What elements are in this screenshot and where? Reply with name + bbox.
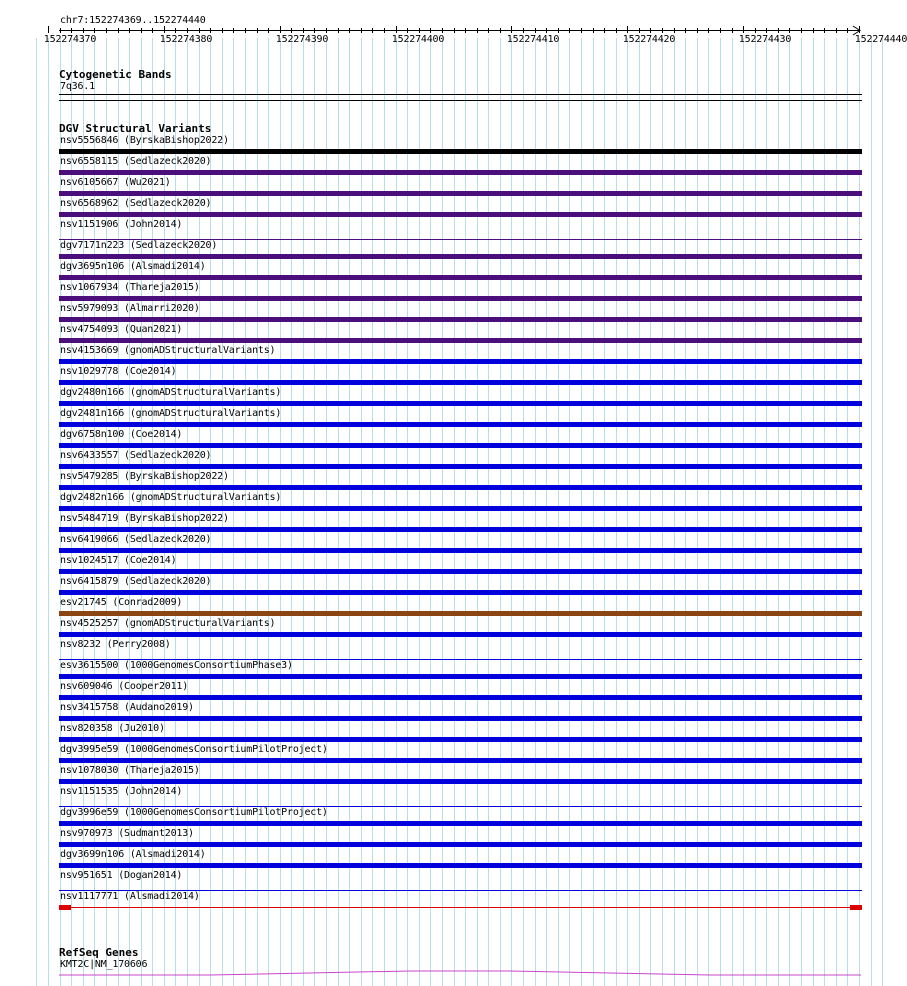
dgv-variant-bar[interactable] xyxy=(59,170,862,175)
dgv-variant-label[interactable]: nsv8232 (Perry2008) xyxy=(60,639,171,650)
dgv-variant-bar[interactable] xyxy=(59,821,862,826)
dgv-variant-label[interactable]: nsv1029778 (Coe2014) xyxy=(60,366,177,377)
dgv-variant-bar[interactable] xyxy=(59,296,862,301)
dgv-variant-row[interactable] xyxy=(0,786,890,807)
dgv-variant-bar[interactable] xyxy=(59,548,862,553)
dgv-variant-row[interactable] xyxy=(0,744,890,765)
dgv-variant-bar[interactable] xyxy=(59,380,862,385)
dgv-variant-row[interactable] xyxy=(0,282,890,303)
dgv-variant-label[interactable]: nsv3415758 (Audano2019) xyxy=(60,702,194,713)
dgv-variant-label[interactable]: dgv3996e59 (1000GenomesConsortiumPilotProject) xyxy=(60,807,328,818)
dgv-variant-row[interactable] xyxy=(0,513,890,534)
dgv-variant-label[interactable]: nsv5979093 (Almarri2020) xyxy=(60,303,200,314)
dgv-variant-bar[interactable] xyxy=(59,191,862,196)
dgv-variant-row[interactable] xyxy=(0,618,890,639)
dgv-variant-row[interactable] xyxy=(0,429,890,450)
position-label: chr7:152274369..152274440 xyxy=(60,15,206,26)
dgv-variant-row[interactable] xyxy=(0,660,890,681)
dgv-variant-bar[interactable] xyxy=(59,401,862,406)
dgv-variant-row[interactable] xyxy=(0,597,890,618)
dgv-variant-label[interactable]: dgv2482n166 (gnomADStructuralVariants) xyxy=(60,492,282,503)
dgv-variant-end-block[interactable] xyxy=(850,905,862,910)
dgv-variant-label[interactable]: nsv6568962 (Sedlazeck2020) xyxy=(60,198,212,209)
dgv-variant-label[interactable]: dgv2480n166 (gnomADStructuralVariants) xyxy=(60,387,282,398)
dgv-variant-label[interactable]: dgv3995e59 (1000GenomesConsortiumPilotProject) xyxy=(60,744,328,755)
ruler-tick-label: 152274430 xyxy=(738,34,792,45)
dgv-variant-label[interactable]: nsv6105667 (Wu2021) xyxy=(60,177,171,188)
dgv-track-title: DGV Structural Variants xyxy=(59,122,212,135)
dgv-variant-row[interactable] xyxy=(0,177,890,198)
dgv-variant-row[interactable] xyxy=(0,555,890,576)
dgv-variant-label[interactable]: nsv609046 (Cooper2011) xyxy=(60,681,189,692)
dgv-variant-bar[interactable] xyxy=(59,149,862,154)
dgv-variant-label[interactable]: nsv1151535 (John2014) xyxy=(60,786,183,797)
dgv-variant-line[interactable] xyxy=(59,907,862,908)
dgv-variant-row[interactable] xyxy=(0,261,890,282)
dgv-variant-row[interactable] xyxy=(0,765,890,786)
dgv-variant-row[interactable] xyxy=(0,849,890,870)
dgv-variant-row[interactable] xyxy=(0,891,890,912)
refseq-track-title: RefSeq Genes xyxy=(59,946,139,959)
dgv-variant-label[interactable]: nsv5556846 (ByrskaBishop2022) xyxy=(60,135,229,146)
dgv-variant-label[interactable]: esv3615500 (1000GenomesConsortiumPhase3) xyxy=(60,660,293,671)
ruler-tick-label: 152274400 xyxy=(391,34,445,45)
dgv-variant-row[interactable] xyxy=(0,408,890,429)
ruler-tick-label: 152274410 xyxy=(506,34,560,45)
dgv-variant-bar[interactable] xyxy=(59,569,862,574)
track-divider xyxy=(59,100,862,101)
dgv-variant-row[interactable] xyxy=(0,534,890,555)
dgv-variant-bar[interactable] xyxy=(59,212,862,217)
dgv-variant-bar[interactable] xyxy=(59,359,862,364)
ruler-tick-label: 152274420 xyxy=(622,34,676,45)
dgv-variant-row[interactable] xyxy=(0,303,890,324)
dgv-variant-bar[interactable] xyxy=(59,632,862,637)
dgv-variant-bar[interactable] xyxy=(59,674,862,679)
dgv-variant-label[interactable]: nsv6415879 (Sedlazeck2020) xyxy=(60,576,212,587)
dgv-variant-bar[interactable] xyxy=(59,275,862,280)
dgv-variant-row[interactable] xyxy=(0,387,890,408)
dgv-variant-row[interactable] xyxy=(0,492,890,513)
dgv-variant-label[interactable]: nsv4153669 (gnomADStructuralVariants) xyxy=(60,345,276,356)
dgv-variant-label[interactable]: nsv951651 (Dogan2014) xyxy=(60,870,183,881)
dgv-variant-row[interactable] xyxy=(0,870,890,891)
cytogenetic-track-title: Cytogenetic Bands xyxy=(59,68,172,81)
cytoband-line xyxy=(59,94,862,95)
dgv-variant-row[interactable] xyxy=(0,723,890,744)
dgv-variant-label[interactable]: dgv3699n106 (Alsmadi2014) xyxy=(60,849,206,860)
dgv-variant-row[interactable] xyxy=(0,681,890,702)
dgv-variant-bar[interactable] xyxy=(59,716,862,721)
dgv-variant-bar[interactable] xyxy=(59,422,862,427)
dgv-variant-label[interactable]: dgv3695n106 (Alsmadi2014) xyxy=(60,261,206,272)
dgv-variant-label[interactable]: nsv4754093 (Quan2021) xyxy=(60,324,183,335)
dgv-variant-row[interactable] xyxy=(0,324,890,345)
dgv-variant-label[interactable]: nsv1067934 (Thareja2015) xyxy=(60,282,200,293)
ruler-tick-label: 152274380 xyxy=(159,34,213,45)
dgv-variant-bar[interactable] xyxy=(59,443,862,448)
dgv-variant-label[interactable]: dgv7171n223 (Sedlazeck2020) xyxy=(60,240,218,251)
dgv-variant-row[interactable] xyxy=(0,450,890,471)
dgv-variant-label[interactable]: nsv6419066 (Sedlazeck2020) xyxy=(60,534,212,545)
ruler-axis xyxy=(0,0,890,36)
dgv-variant-row[interactable] xyxy=(0,639,890,660)
dgv-variant-label[interactable]: dgv6758n100 (Coe2014) xyxy=(60,429,183,440)
dgv-variant-bar[interactable] xyxy=(59,485,862,490)
dgv-variant-bar[interactable] xyxy=(59,779,862,784)
dgv-variant-label[interactable]: nsv5484719 (ByrskaBishop2022) xyxy=(60,513,229,524)
dgv-variant-bar[interactable] xyxy=(59,464,862,469)
dgv-variant-row[interactable] xyxy=(0,807,890,828)
cytoband-label[interactable]: 7q36.1 xyxy=(60,81,95,92)
dgv-variant-label[interactable]: nsv6558115 (Sedlazeck2020) xyxy=(60,156,212,167)
dgv-variant-bar[interactable] xyxy=(59,338,862,343)
dgv-variant-end-block[interactable] xyxy=(59,905,71,910)
dgv-variant-bar[interactable] xyxy=(59,863,862,868)
dgv-variant-label[interactable]: dgv2481n166 (gnomADStructuralVariants) xyxy=(60,408,282,419)
dgv-variant-label[interactable]: nsv820358 (Ju2010) xyxy=(60,723,165,734)
dgv-variant-bar[interactable] xyxy=(59,842,862,847)
dgv-variant-label[interactable]: nsv970973 (Sudmant2013) xyxy=(60,828,194,839)
dgv-variant-label[interactable]: nsv6433557 (Sedlazeck2020) xyxy=(60,450,212,461)
dgv-variant-row[interactable] xyxy=(0,702,890,723)
dgv-variant-row[interactable] xyxy=(0,576,890,597)
dgv-variant-row[interactable] xyxy=(0,828,890,849)
dgv-variant-bar[interactable] xyxy=(59,737,862,742)
dgv-variant-bar[interactable] xyxy=(59,758,862,763)
dgv-variant-row[interactable] xyxy=(0,471,890,492)
dgv-variant-label[interactable]: nsv1078030 (Thareja2015) xyxy=(60,765,200,776)
dgv-variant-bar[interactable] xyxy=(59,590,862,595)
ruler-tick-label: 152274370 xyxy=(43,34,97,45)
dgv-variant-row[interactable] xyxy=(0,366,890,387)
dgv-variant-row[interactable] xyxy=(0,345,890,366)
ruler-tick-label: 152274440 xyxy=(854,34,907,45)
refseq-gene-feature[interactable] xyxy=(0,966,890,980)
dgv-variant-label[interactable]: nsv4525257 (gnomADStructuralVariants) xyxy=(60,618,276,629)
dgv-variant-row[interactable] xyxy=(0,156,890,177)
dgv-variant-bar[interactable] xyxy=(59,695,862,700)
dgv-variant-row[interactable] xyxy=(0,219,890,240)
dgv-variant-label[interactable]: esv21745 (Conrad2009) xyxy=(60,597,183,608)
dgv-variant-label[interactable]: nsv1117771 (Alsmadi2014) xyxy=(60,891,200,902)
dgv-variant-row[interactable] xyxy=(0,240,890,261)
dgv-variant-label[interactable]: nsv1024517 (Coe2014) xyxy=(60,555,177,566)
dgv-variant-bar[interactable] xyxy=(59,317,862,322)
dgv-variant-bar[interactable] xyxy=(59,611,862,616)
dgv-variant-row[interactable] xyxy=(0,198,890,219)
dgv-variant-label[interactable]: nsv5479285 (ByrskaBishop2022) xyxy=(60,471,229,482)
dgv-variant-row[interactable] xyxy=(0,135,890,156)
refseq-gene-label[interactable]: KMT2C|NM_170606 xyxy=(60,959,148,970)
ruler-tick-label: 152274390 xyxy=(275,34,329,45)
dgv-variant-label[interactable]: nsv1151906 (John2014) xyxy=(60,219,183,230)
dgv-variant-bar[interactable] xyxy=(59,254,862,259)
dgv-variant-bar[interactable] xyxy=(59,506,862,511)
dgv-variant-bar[interactable] xyxy=(59,527,862,532)
